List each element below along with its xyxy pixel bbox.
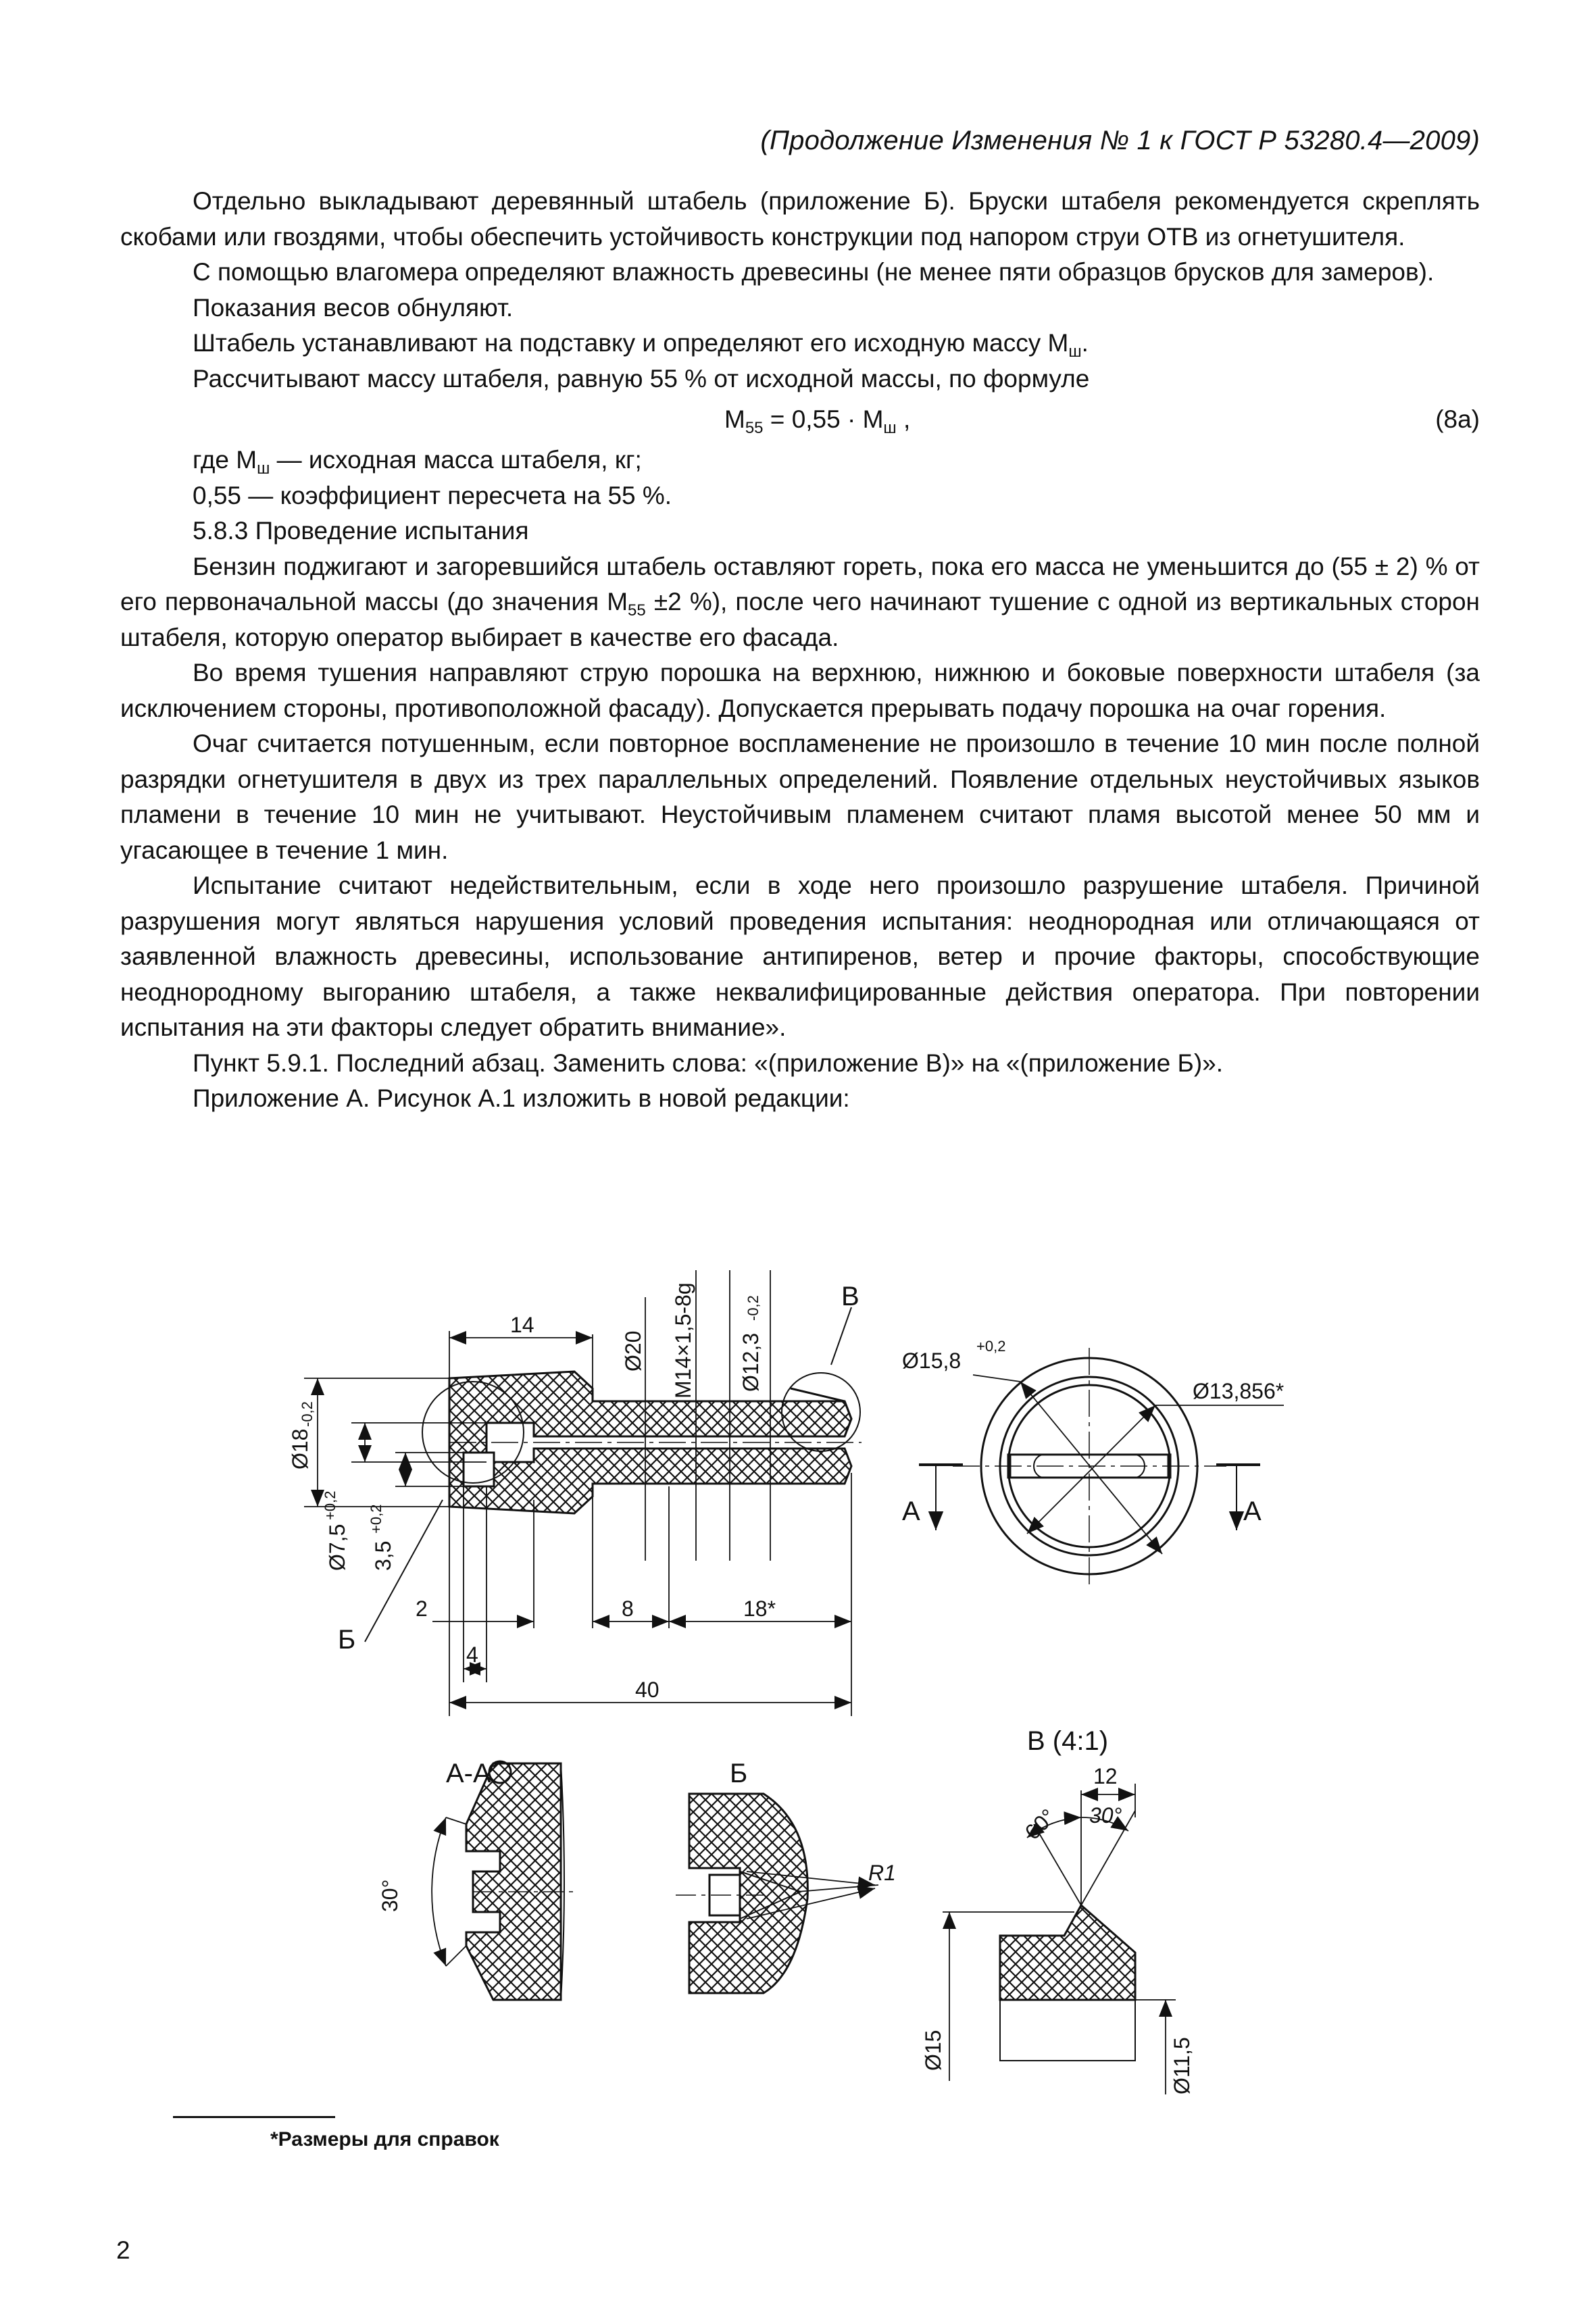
paragraph: С помощью влагомера определяют влажность древесины (не менее пяти образцов брусков для замеров). (193, 258, 1435, 286)
callout-v: В (841, 1282, 859, 1311)
dim-d75: Ø7,5 (325, 1524, 349, 1571)
angle-60: 60° (1020, 1804, 1061, 1844)
angle-30-detail: 30° (1089, 1803, 1122, 1828)
dim-d75-tol: +0,2 (322, 1490, 339, 1520)
dim-2: 2 (416, 1596, 428, 1621)
dim-d13856: Ø13,856* (1193, 1379, 1285, 1403)
view-b-label: Б (730, 1759, 748, 1788)
document-body (120, 184, 1480, 1117)
main-view (365, 1307, 862, 1642)
paragraph: Штабель устанавливают на подставку и определяют его исходную массу $М_ш$. (193, 329, 1089, 361)
footnote-rule (173, 2116, 335, 2118)
dim-d12: Ø12,3 (739, 1332, 763, 1392)
paragraph: Во время тушения направляют струю порошка на верхнюю, нижнюю и боковые поверхности штабеля (за исключением стороны, противоположной фасаду). Допускается прерывать подачу порошка на очаг горения. (120, 659, 1480, 722)
dim-d35-tol: +0,2 (368, 1504, 384, 1534)
continuation-header: (Продолжение Изменения № 1 к ГОСТ Р 53280.4—2009) (760, 126, 1480, 155)
detail-v (489, 1761, 1176, 2094)
where-line: 0,55 — коэффициент пересчета на 55 %. (193, 481, 672, 509)
dim-d158: Ø15,8 (902, 1349, 962, 1373)
paragraph: Приложение А. Рисунок А.1 изложить в новой редакции: (193, 1084, 850, 1112)
dim-d35: 3,5 (371, 1540, 395, 1571)
angle-30-section: 30° (378, 1879, 402, 1912)
page-number: 2 (116, 2236, 130, 2264)
where-line: где $М_ш$ — исходная масса штабеля, кг; (193, 446, 642, 478)
detail-b (676, 1794, 878, 1993)
paragraph: Испытание считают недействительным, если в ходе него произошло разрушение штабеля. Причиной разрушения могут являться нарушения условий проведения испытания: неоднородная или отличающаяся от заявленной влажность древесины, использование антипиренов, ветер и прочие факторы, способствующие неоднородному выгоранию штабеля, а также неквалифицированные действия оператора. При повторении испытания на эти факторы следует обратить внимание». (120, 872, 1480, 1041)
dim-d15: Ø15 (921, 2030, 945, 2071)
formula-expression: $М_{55} = 0,55 \cdot М_ш$ , (724, 405, 911, 437)
paragraph: Бензин поджигают и загоревшийся штабель оставляют гореть, пока его масса не уменьшится до (55 ± 2) % от его первоначальной массы (до значения $М_{55} \pm 2$ %), после чего начинают тушение с одной из вертикальных сторон штабеля, которую оператор выбирает в качестве его фасада. (120, 552, 1480, 651)
dim-d20: Ø20 (621, 1330, 645, 1372)
dim-8: 8 (622, 1596, 634, 1621)
paragraph: Очаг считается потушенным, если повторное воспламенение не произошло в течение 10 мин после полной разрядки огнетушителя в двух из трех параллельных определений. Появление отдельных неустойчивых языков пламени в течение 10 мин не учитывают. Неустойчивым пламенем считают пламя высотой менее 50 мм и угасающее в течение 1 мин. (120, 730, 1480, 864)
dim-d18: Ø18 (288, 1428, 312, 1469)
paragraph: Пункт 5.9.1. Последний абзац. Заменить слова: «(приложение В)» на «(приложение Б)». (193, 1049, 1224, 1077)
formula-8a (120, 397, 1480, 443)
section-heading: 5.8.3 Проведение испытания (193, 517, 529, 545)
section-a-left: А (902, 1496, 920, 1526)
figure-a1 (0, 1230, 1596, 2108)
formula-number: (8а) (1435, 405, 1480, 433)
dim-d12-tol: -0,2 (745, 1295, 762, 1321)
dim-d158-tol: +0,2 (976, 1338, 1006, 1355)
view-v-label: В (4:1) (1027, 1726, 1109, 1756)
view-aa-label: А-А (446, 1759, 491, 1788)
paragraph: Рассчитывают массу штабеля, равную 55 % от исходной массы, по формуле (193, 364, 1090, 393)
dim-40: 40 (635, 1678, 659, 1702)
dim-4: 4 (466, 1642, 478, 1667)
callout-b: Б (338, 1625, 356, 1655)
dim-d18-tol: -0,2 (299, 1401, 316, 1427)
section-aa (432, 1763, 574, 2000)
dim-d115: Ø11,5 (1170, 2037, 1194, 2094)
dim-r1: R1 (868, 1861, 896, 1885)
paragraph: Отдельно выкладывают деревянный штабель (приложение Б). Бруски штабеля рекомендуется скреплять скобами или гвоздями, чтобы обеспечить устойчивость конструкции под напором струи ОТВ из огнетушителя. (120, 187, 1480, 251)
technical-drawing (0, 1230, 1596, 2108)
dim-14: 14 (510, 1313, 534, 1337)
dim-thread: M14×1,5-8g (671, 1282, 695, 1399)
dim-18-ref: 18* (743, 1596, 776, 1621)
paragraph: Показания весов обнуляют. (193, 293, 514, 322)
section-a-right: А (1243, 1496, 1262, 1526)
footnote: *Размеры для справок (270, 2128, 499, 2150)
dim-12: 12 (1093, 1764, 1118, 1788)
